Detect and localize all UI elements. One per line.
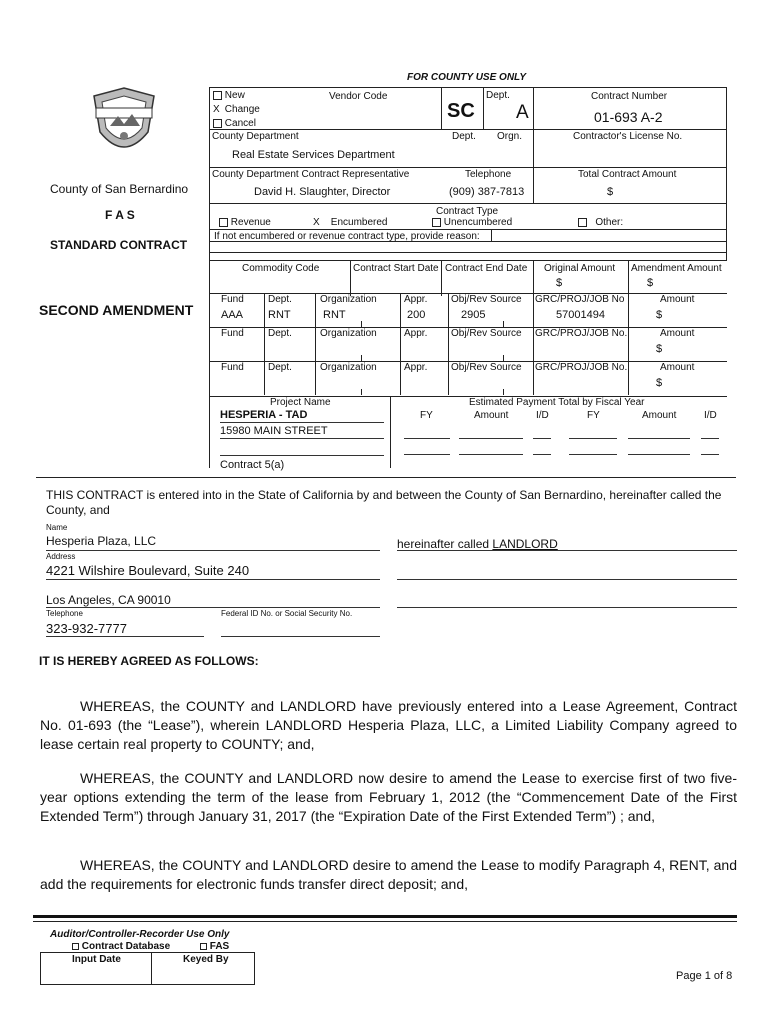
page-number: Page 1 of 8 <box>676 970 733 982</box>
end-date-label: Contract End Date <box>445 263 528 274</box>
fy-label-1: FY <box>420 410 433 421</box>
fund-row-3-amount-value: $ <box>656 377 663 389</box>
address-line-2: Los Angeles, CA 90010 <box>46 593 171 607</box>
amendment-amount-value: $ <box>647 277 654 289</box>
paragraph-2: WHEREAS, the COUNTY and LANDLORD now desire to amend the Lease to exercise first of two five-year options extending the term of the lease from February 1, 2012 (the “Commencement Date of the First Extended Term”) through January 31, 2017 (the “Expiration Date of the First Extended Term”) ; and, <box>40 770 737 824</box>
county-department-value: Real Estate Services Department <box>232 149 395 161</box>
other-option[interactable]: Other: <box>578 217 623 228</box>
cancel-checkbox[interactable] <box>213 119 222 128</box>
fas-option[interactable]: FAS <box>200 941 229 952</box>
new-option[interactable]: New <box>213 90 245 101</box>
telephone-label-2: Telephone <box>46 609 83 618</box>
fund-row-2-amount-value: $ <box>656 343 663 355</box>
amount-label-1: Amount <box>474 410 509 421</box>
project-address-value: 15980 MAIN STREET <box>220 425 328 437</box>
estimated-payment-label: Estimated Payment Total by Fiscal Year <box>469 397 645 408</box>
fund-row-1-grc-value: 57001494 <box>556 309 605 321</box>
paragraph-3: WHEREAS, the COUNTY and LANDLORD desire to amend the Lease to modify Paragraph 4, RENT, and add the requirements for electronic funds transfer direct deposit; and, <box>40 857 737 892</box>
fund-row-3-org-label: Organization <box>320 362 377 373</box>
fund-row-1-appr-value: 200 <box>407 309 426 321</box>
telephone-value: (909) 387-7813 <box>449 186 525 198</box>
new-checkbox[interactable] <box>213 91 222 100</box>
project-name-value: HESPERIA - TAD <box>220 409 308 421</box>
fund-row-3-grc-label: GRC/PROJ/JOB No. <box>535 362 628 373</box>
hereinafter-label: hereinafter called LANDLORD <box>397 537 558 551</box>
unencumbered-option[interactable]: Unencumbered <box>432 217 512 228</box>
amendment-amount-label: Amendment Amount <box>631 263 722 274</box>
fund-row-1-fund-label: Fund <box>221 294 244 305</box>
parties-intro: THIS CONTRACT is entered into in the State of California by and between the County of San Bernardino, hereinafter called the County, and <box>46 488 722 517</box>
address-label: Address <box>46 552 76 561</box>
federal-id-label: Federal ID No. or Social Security No. <box>221 609 353 618</box>
fund-row-1-org-value: RNT <box>323 309 346 321</box>
dept-value: A <box>516 102 529 123</box>
fund-row-2-grc-label: GRC/PROJ/JOB No. <box>535 328 628 339</box>
agreed-heading: IT IS HEREBY AGREED AS FOLLOWS: <box>39 654 259 668</box>
fund-row-2-dept-label: Dept. <box>268 328 292 339</box>
fund-row-2-amount-label: Amount <box>660 328 695 339</box>
contract-database-option[interactable]: Contract Database <box>72 941 170 952</box>
telephone-label: Telephone <box>465 169 512 180</box>
contract-number-label: Contract Number <box>591 91 668 102</box>
input-date-label: Input Date <box>72 954 121 965</box>
fund-row-3-obj-label: Obj/Rev Source <box>451 362 522 373</box>
original-amount-label: Original Amount <box>544 263 616 274</box>
fund-row-2-org-label: Organization <box>320 328 377 339</box>
original-amount-value: $ <box>556 277 563 289</box>
fund-row-2-obj-label: Obj/Rev Source <box>451 328 522 339</box>
county-department-label: County Department <box>212 131 299 142</box>
fund-row-1-fund-value: AAA <box>221 309 244 321</box>
revenue-checkbox[interactable] <box>219 218 228 227</box>
contract-number-value: 01-693 A-2 <box>594 109 663 125</box>
fund-row-1-amount-value: $ <box>656 309 663 321</box>
contractor-name: Hesperia Plaza, LLC <box>46 534 157 548</box>
fund-row-2-fund-label: Fund <box>221 328 244 339</box>
address-line-1: 4221 Wilshire Boulevard, Suite 240 <box>46 563 250 578</box>
encumbered-option[interactable]: X Encumbered <box>313 217 388 228</box>
change-option[interactable]: X Change <box>213 104 260 115</box>
contract-database-checkbox[interactable] <box>72 943 79 950</box>
cancel-option[interactable]: Cancel <box>213 118 256 129</box>
county-seal-logo <box>88 86 160 164</box>
change-mark: X <box>213 104 220 115</box>
fund-row-1-org-label: Organization <box>320 294 377 305</box>
reason-label: If not encumbered or revenue contract type, provide reason: <box>214 231 480 242</box>
fund-row-1-appr-label: Appr. <box>404 294 428 305</box>
fund-row-3-dept-label: Dept. <box>268 362 292 373</box>
dept-col-label: Dept. <box>452 131 476 142</box>
id-label-1: I/D <box>536 410 549 421</box>
unencumbered-checkbox[interactable] <box>432 218 441 227</box>
total-amount-label: Total Contract Amount <box>578 169 677 180</box>
commodity-code-label: Commodity Code <box>242 263 320 274</box>
fund-row-3-appr-label: Appr. <box>404 362 428 373</box>
fas-label: F A S <box>105 208 135 222</box>
encumbered-mark: X <box>313 217 320 228</box>
vendor-code-value: SC <box>447 100 475 122</box>
fund-row-1-dept-value: RNT <box>268 309 291 321</box>
rep-label: County Department Contract Representative <box>212 169 410 180</box>
for-county-use-heading: FOR COUNTY USE ONLY <box>407 72 527 83</box>
vendor-code-label: Vendor Code <box>329 91 388 102</box>
fund-row-3-amount-label: Amount <box>660 362 695 373</box>
other-checkbox[interactable] <box>578 218 587 227</box>
fund-row-1-obj-value: 2905 <box>461 309 486 321</box>
project-name-label: Project Name <box>270 397 331 408</box>
second-amendment-title: SECOND AMENDMENT <box>39 302 194 318</box>
start-date-label: Contract Start Date <box>353 263 439 274</box>
id-label-2: I/D <box>704 410 717 421</box>
contract-ref: Contract 5(a) <box>220 459 285 471</box>
orgn-col-label: Orgn. <box>497 131 523 142</box>
county-name: County of San Bernardino <box>50 182 189 196</box>
paragraph-1: WHEREAS, the COUNTY and LANDLORD have previously entered into a Lease Agreement, Contract No. 01-693 (the “Lease”), wherein LANDLORD Hesperia Plaza, LLC, a Limited Liability Company agreed to lease certain real property to COUNTY; and, <box>40 698 737 752</box>
amount-label-2: Amount <box>642 410 677 421</box>
fas-checkbox[interactable] <box>200 943 207 950</box>
fund-row-1-obj-label: Obj/Rev Source <box>451 294 522 305</box>
revenue-option[interactable]: Revenue <box>219 217 271 228</box>
fund-row-3-fund-label: Fund <box>221 362 244 373</box>
dept-label: Dept. <box>486 90 510 101</box>
fy-label-2: FY <box>587 410 600 421</box>
fund-row-2-appr-label: Appr. <box>404 328 428 339</box>
contractor-telephone: 323-932-7777 <box>46 621 127 636</box>
contract-type-label: Contract Type <box>436 206 499 217</box>
keyed-by-label: Keyed By <box>183 954 229 965</box>
fund-row-1-grc-label: GRC/PROJ/JOB No <box>535 294 625 305</box>
auditor-label: Auditor/Controller-Recorder Use Only <box>50 929 230 940</box>
name-label: Name <box>46 523 68 532</box>
fund-row-1-dept-label: Dept. <box>268 294 292 305</box>
landlord-term: LANDLORD <box>492 537 558 551</box>
rep-value: David H. Slaughter, Director <box>254 186 391 198</box>
fund-row-1-amount-label: Amount <box>660 294 695 305</box>
total-amount-value: $ <box>607 186 614 198</box>
license-label: Contractor's License No. <box>573 131 683 142</box>
standard-contract-label: STANDARD CONTRACT <box>50 238 188 252</box>
